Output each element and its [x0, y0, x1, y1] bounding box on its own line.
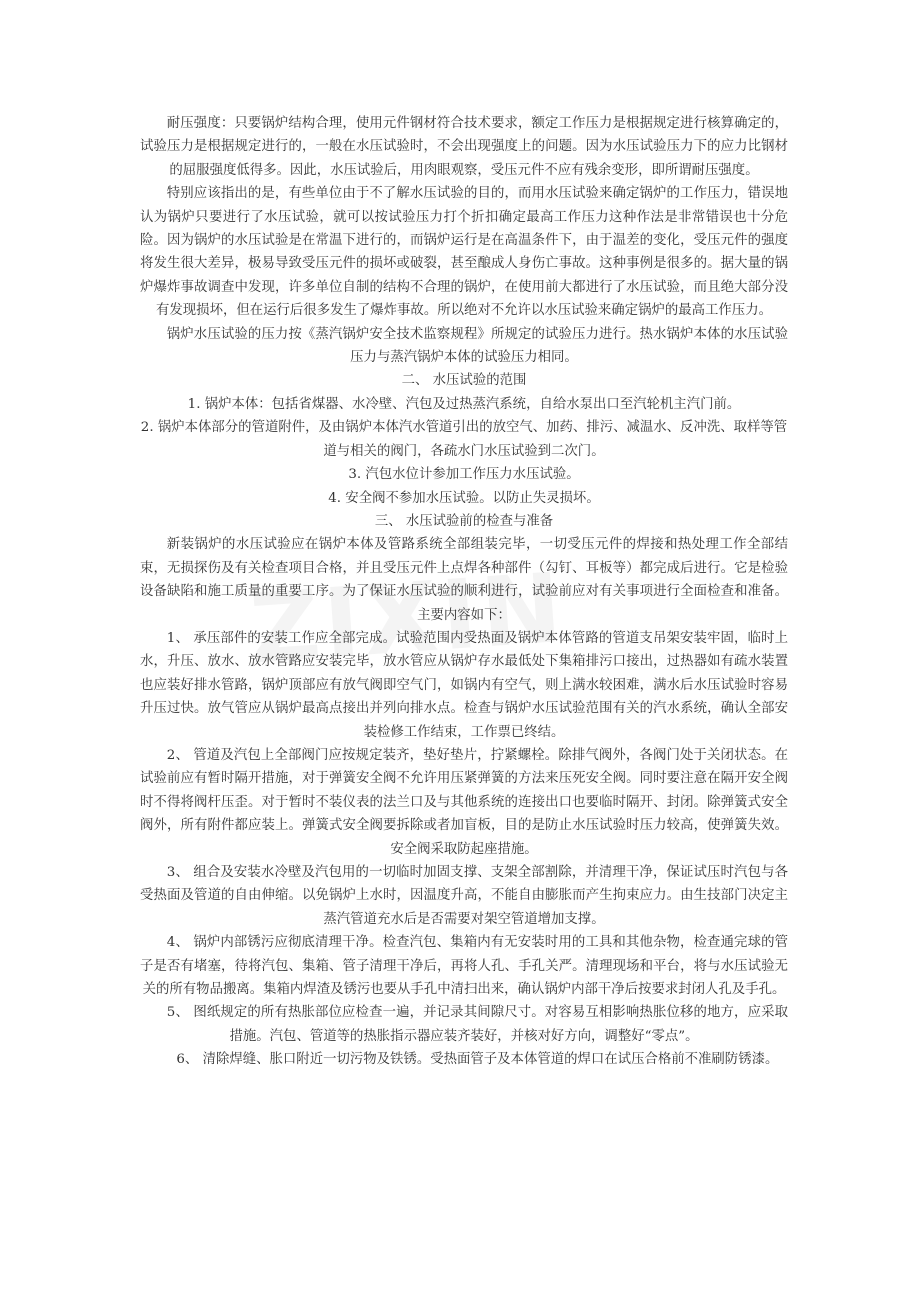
preparation-item-4: 4、 锅炉内部锈污应彻底清理干净。检查汽包、集箱内有无安装时用的工具和其他杂物，检查通完球的管子是否有堵塞，待将汽包、集箱、管子清理干净后，再将人孔、手孔关严。清理现场和平台，将与水压试验无关的所有物品搬离。集箱内焊渣及锈污也要从手孔中清扫出来，确认锅炉内部干净后按要求封闭人孔及手孔。	[140, 935, 788, 998]
scope-item-4: 4. 安全阀不参加水压试验。以防止失灵损坏。	[328, 490, 600, 506]
document-body	[140, 112, 788, 1072]
preparation-item-3: 3、 组合及安装水冷壁及汽包用的一切临时加固支撑、支架全部割除，并清理干净，保证试压时汽包与各受热面及管道的自由伸缩。以免锅炉上水时，因温度升高，不能自由膨胀而产生拘束应力。由生技部门决定主蒸汽管道充水后是否需要对架空管道增加支撑。	[140, 865, 788, 927]
preparation-item-6: 6、 清除焊缝、胀口附近一切污物及铁锈。受热面管子及本体管道的焊口在试压合格前不准刷防锈漆。	[176, 1052, 779, 1068]
preparation-item-1: 1、 承压部件的安装工作应全部完成。试验范围内受热面及锅炉本体管路的管道支吊架安装牢固，临时上水，升压、放水、放水管路应安装完毕，放水管应从锅炉存水最低处下集箱排污口接出，过热器如有疏水装置也应装好排水管路，锅炉顶部应有放气阀即空气门，如锅内有空气，则上满水较困难，满水后水压试验时容易升压过快。放气管应从锅炉最高点接出并列向排水点。检查与锅炉水压试验范围有关的汽水系统，确认全部安装检修工作结束，工作票已终结。	[140, 630, 788, 740]
section-heading-scope: 二、 水压试验的范围	[401, 373, 527, 389]
paragraph-warning: 特别应该指出的是，有些单位由于不了解水压试验的目的，而用水压试验来确定锅炉的工作压力，错误地认为锅炉只要进行了水压试验，就可以按试验压力打个折扣确定最高工作压力这种作法是非常错误也十分危险。因为锅炉的水压试验是在常温下进行的，而锅炉运行是在高温条件下，由于温差的变化，受压元件的强度将发生很大差异，极易导致受压元件的损坏或破裂，甚至酿成人身伤亡事故。这种事例是很多的。据大量的锅炉爆炸事故调查中发现，许多单位自制的结构不合理的锅炉，在使用前大都进行了水压试验，而且绝大部分没有发现损坏，但在运行后很多发生了爆炸事故。所以绝对不允许以水压试验来确定锅炉的最高工作压力。	[140, 186, 788, 319]
preparation-item-2: 2、 管道及汽包上全部阀门应按规定装齐，垫好垫片，拧紧螺栓。除排气阀外，各阀门处于关闭状态。在试验前应有暂时隔开措施，对于弹簧安全阀不允许用压紧弹簧的方法来压死安全阀。同时要注意在隔开安全阀时不得将阀杆压歪。对于暂时不装仪表的法兰口及与其他系统的连接出口也要临时隔开、封闭。除弹簧式安全阀外，所有附件都应装上。弹簧式安全阀要拆除或者加盲板，目的是防止水压试验时压力较高，使弹簧失效。安全阀采取防起座措施。	[140, 747, 788, 857]
preparation-item-5: 5、 图纸规定的所有热胀部位应检查一遍，并记录其间隙尺寸。对容易互相影响热胀位移的地方，应采取措施。汽包、管道等的热胀指示器应装齐装好，并核对好方向，调整好“零点”。	[166, 1005, 788, 1044]
scope-item-1: 1. 锅炉本体：包括省煤器、水冷壁、汽包及过热蒸汽系统，自给水泵出口至汽轮机主汽门前。	[187, 396, 741, 412]
paragraph-compressive-strength: 耐压强度：只要锅炉结构合理，使用元件钢材符合技术要求，额定工作压力是根据规定进行核算确定的，试验压力是根据规定进行的，一般在水压试验时，不会出现强度上的问题。因为水压试验压力下的应力比钢材的屈服强度低得多。因此，水压试验后，用肉眼观察，受压元件不应有残余变形，即所谓耐压强度。	[140, 116, 788, 178]
paragraph-test-pressure: 锅炉水压试验的压力按《蒸汽锅炉安全技术监察规程》所规定的试验压力进行。热水锅炉本体的水压试验压力与蒸汽锅炉本体的试验压力相同。	[166, 326, 788, 366]
section-heading-preparation: 三、 水压试验前的检查与准备	[374, 513, 554, 529]
scope-item-2: 2. 锅炉本体部分的管道附件，及由锅炉本体汽水管道引出的放空气、加药、排污、减温水、反冲洗、取样等管道与相关的阀门，各疏水门水压试验到二次门。	[140, 420, 788, 459]
paragraph-preparation-intro: 新装锅炉的水压试验应在锅炉本体及管路系统全部组装完毕，一切受压元件的焊接和热处理工作全部结束，无损探伤及有关检查项目合格，并且受压元件上点焊各种部件（勾钉、耳板等）都完成后进行。它是检验设备缺陷和施工质量的重要工序。为了保证水压试验的顺利进行，试验前应对有关事项进行全面检查和准备。主要内容如下：	[140, 537, 788, 623]
scope-item-3: 3. 汽包水位计参加工作压力水压试验。	[348, 467, 580, 483]
